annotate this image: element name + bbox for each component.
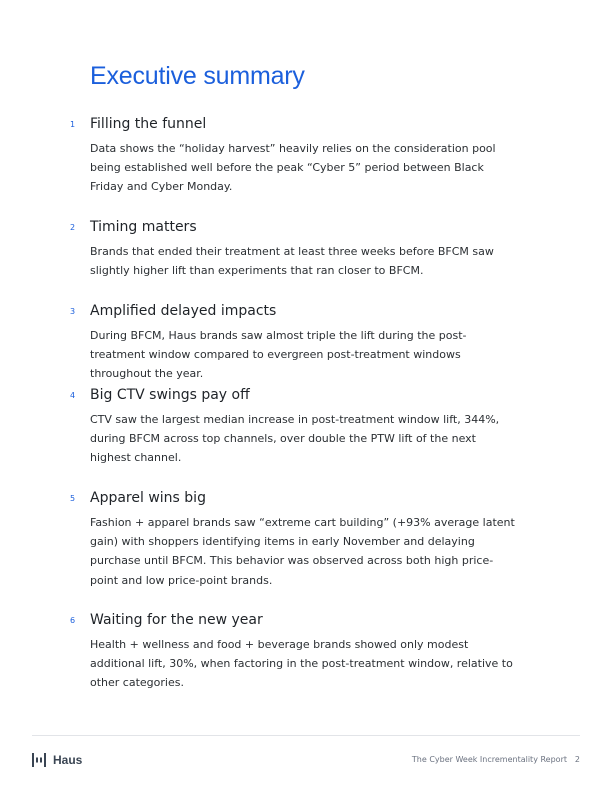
section-body: During BFCM, Haus brands saw almost triple the lift during the post-treatment window compared to evergreen post-treatment windows throughout the year. (90, 329, 467, 381)
section-number: 3 (70, 307, 76, 316)
section-body: Fashion + apparel brands saw “extreme cart building” (+93% average latent gain) with shoppers identifying items in early November and delaying purchase until BFCM. This behavior was observed across both high price-point and low price-point brands. (90, 516, 515, 587)
page-number: 2 (574, 755, 580, 764)
section-heading: Filling the funnel (90, 116, 207, 132)
section-heading: Big CTV swings pay off (90, 387, 250, 403)
section-body: Health + wellness and food + beverage brands showed only modest additional lift, 30%, when factoring in the post-treatment window, relative to other categories. (90, 638, 513, 690)
footer-report-title: The Cyber Week Incrementality Report (411, 755, 567, 764)
section-heading: Timing matters (90, 219, 197, 235)
section-number: 4 (70, 391, 76, 400)
haus-logo-icon (32, 752, 48, 768)
section-body: CTV saw the largest median increase in post-treatment window lift, 344%, during BFCM across top channels, over double the PTW lift of the next highest channel. (90, 413, 500, 465)
section-number: 5 (70, 494, 76, 503)
section-number: 6 (70, 616, 76, 625)
section-body: Data shows the “holiday harvest” heavily relies on the consideration pool being established well before the peak “Cyber 5” period between Black Friday and Cyber Monday. (90, 142, 496, 194)
section-number: 2 (70, 223, 76, 232)
section-number: 1 (70, 120, 76, 129)
haus-logo (32, 751, 82, 769)
logo-text: Haus (53, 753, 83, 767)
section-heading: Amplified delayed impacts (90, 303, 277, 319)
section-body: Brands that ended their treatment at least three weeks before BFCM saw slightly higher lift than experiments that ran closer to BFCM. (90, 245, 494, 278)
section-heading: Waiting for the new year (90, 612, 263, 628)
page-title: Executive summary (90, 62, 305, 90)
section-heading: Apparel wins big (90, 490, 206, 506)
footer-divider (32, 735, 580, 736)
